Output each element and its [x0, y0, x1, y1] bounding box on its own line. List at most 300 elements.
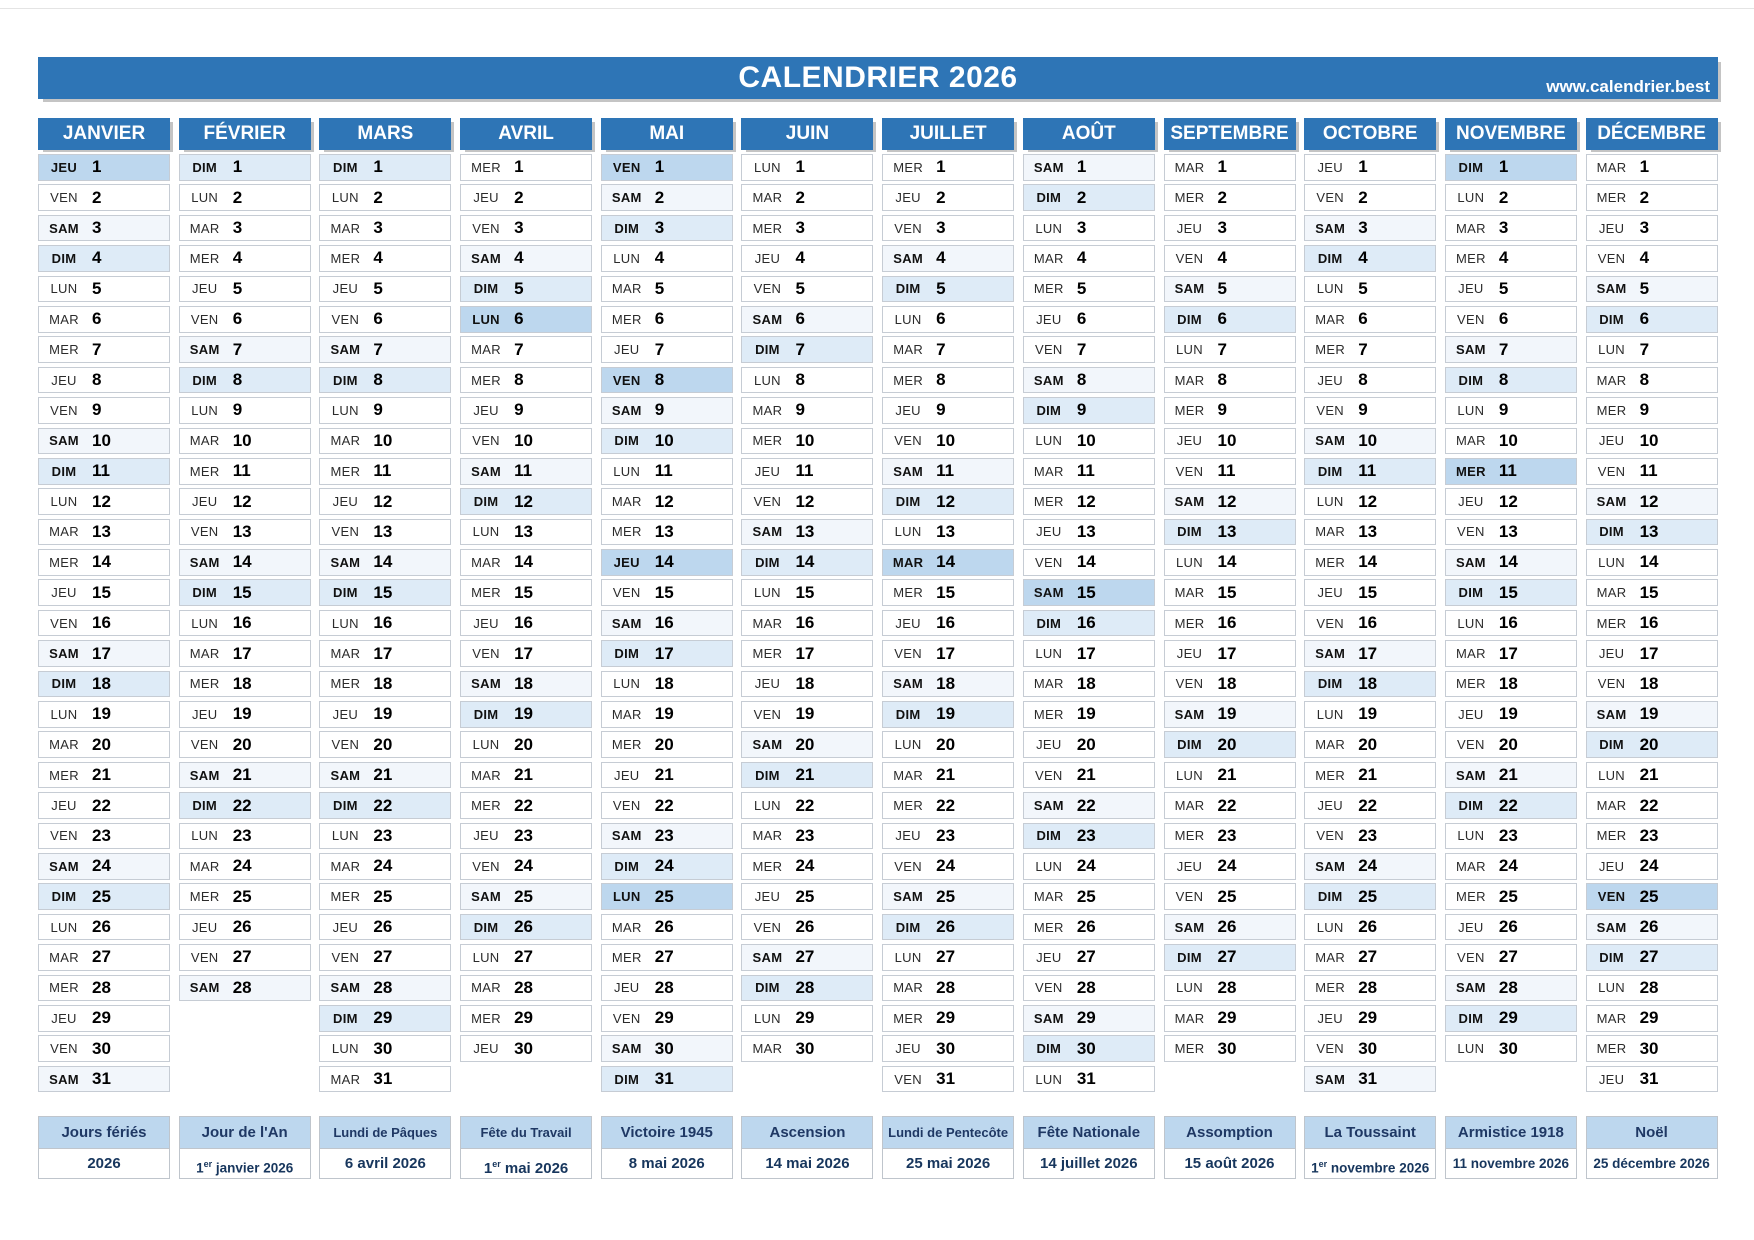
day-number: 5: [654, 278, 665, 298]
day-cell-m12-10: [1586, 428, 1718, 455]
day-name-label: LUN: [753, 159, 781, 175]
day-name-label: VEN: [1597, 676, 1626, 692]
day-cell-m12-26: [1586, 914, 1718, 941]
day-cell-m12-2: [1586, 184, 1718, 211]
day-cell-m5-4: [601, 245, 733, 272]
day-name-label: DIM: [1317, 250, 1343, 266]
day-number: 8: [1498, 370, 1509, 390]
day-name-label: DIM: [614, 433, 640, 449]
day-name-label: SAM: [471, 250, 501, 266]
day-number: 26: [514, 917, 533, 937]
day-number: 14: [936, 552, 956, 572]
day-cell-m11-24: [1445, 853, 1577, 880]
day-name-label: DIM: [1458, 159, 1484, 175]
day-cell-m12-5: [1586, 276, 1718, 303]
day-cell-m1-26: [38, 914, 170, 941]
day-name-label: DIM: [1458, 1010, 1484, 1026]
day-cell-m7-18: [882, 671, 1014, 698]
day-number: 31: [373, 1069, 393, 1089]
day-name-label: MER: [611, 311, 642, 327]
day-name-label: SAM: [1455, 767, 1486, 783]
day-name-label: JEU: [1598, 1071, 1625, 1087]
day-name-label: MER: [1033, 919, 1064, 935]
day-number: 19: [232, 704, 252, 724]
day-number: 30: [373, 1038, 393, 1058]
day-cell-m4-22: [460, 792, 592, 819]
day-cell-m9-29: [1164, 1005, 1296, 1032]
day-name-label: VEN: [894, 220, 922, 236]
month-column-6: [741, 118, 873, 1096]
day-name-label: DIM: [1599, 311, 1624, 327]
day-name-label: VEN: [612, 372, 641, 388]
day-number: 20: [1498, 734, 1518, 754]
day-number: 24: [1217, 856, 1237, 876]
day-number: 4: [1639, 248, 1650, 268]
day-name-label: MAR: [1033, 676, 1064, 692]
day-cell-m4-14: [460, 549, 592, 576]
day-cell-m10-1: [1304, 154, 1436, 181]
day-cell-m4-13: [460, 519, 592, 546]
day-cell-m10-29: [1304, 1005, 1436, 1032]
day-name-label: MAR: [1596, 1010, 1627, 1026]
day-cell-m1-8: [38, 367, 170, 394]
day-name-label: JEU: [895, 1041, 921, 1057]
legend-holiday-date: 25 décembre 2026: [1587, 1148, 1717, 1178]
day-name-label: LUN: [331, 615, 359, 631]
day-number: 13: [936, 521, 956, 541]
day-cell-m8-2: [1023, 184, 1155, 211]
day-number: 21: [1639, 765, 1659, 785]
day-cell-m3-4: [319, 245, 451, 272]
day-number: 8: [373, 370, 383, 390]
day-name-label: SAM: [330, 980, 361, 996]
legend-holiday-name: La Toussaint: [1305, 1117, 1435, 1148]
day-number: 26: [654, 917, 674, 937]
day-name-label: JEU: [895, 402, 921, 418]
day-number: 28: [232, 977, 252, 997]
day-cell-m9-24: [1164, 853, 1296, 880]
day-name-label: LUN: [1035, 1071, 1063, 1087]
day-number: 28: [92, 977, 111, 997]
day-number: 25: [654, 886, 674, 906]
day-cell-m2-15: [179, 579, 311, 606]
day-cell-m1-7: [38, 336, 170, 363]
day-cell-m2-3: [179, 215, 311, 242]
day-number: 21: [514, 765, 533, 785]
legend-holiday-date: 2026: [39, 1148, 169, 1178]
day-cell-m9-1: [1164, 154, 1296, 181]
day-name-label: VEN: [472, 220, 500, 236]
day-number: 24: [373, 856, 393, 876]
day-name-label: LUN: [1457, 615, 1485, 631]
day-cell-m11-17: [1445, 640, 1577, 667]
day-name-label: JEU: [614, 980, 640, 996]
day-number: 7: [1358, 339, 1368, 359]
day-cell-m3-15: [319, 579, 451, 606]
day-name-label: MAR: [1174, 798, 1205, 813]
day-name-label: MAR: [330, 220, 361, 236]
day-name-label: SAM: [1455, 554, 1486, 570]
day-name-label: JEU: [1036, 524, 1062, 540]
day-cell-m6-10: [741, 428, 873, 455]
day-name-label: SAM: [1033, 585, 1064, 601]
legend-holiday-name: Noël: [1587, 1117, 1717, 1148]
day-cell-m8-13: [1023, 519, 1155, 546]
day-number: 19: [1358, 704, 1378, 724]
day-cell-m12-18: [1586, 671, 1718, 698]
day-cell-m2-5: [179, 276, 311, 303]
day-number: 9: [232, 400, 243, 420]
day-number: 22: [1076, 795, 1096, 815]
day-number: 15: [654, 582, 674, 602]
day-cell-m4-19: [460, 701, 592, 728]
day-number: 13: [1498, 521, 1518, 541]
day-name-label: MAR: [752, 402, 783, 418]
day-name-label: SAM: [49, 858, 79, 874]
day-number: 2: [795, 187, 805, 207]
day-cell-m7-23: [882, 823, 1014, 850]
legend-holiday-date: 14 mai 2026: [742, 1148, 872, 1178]
day-cell-m12-19: [1586, 701, 1718, 728]
day-number: 27: [936, 947, 956, 967]
day-cell-m5-29: [601, 1005, 733, 1032]
day-cell-m2-10: [179, 428, 311, 455]
day-cell-m10-31: [1304, 1066, 1436, 1093]
day-number: 12: [1358, 491, 1378, 511]
day-number: 1: [1217, 157, 1227, 177]
day-name-label: JEU: [332, 281, 359, 297]
day-number: 6: [232, 309, 243, 329]
day-number: 19: [1639, 704, 1659, 724]
day-cell-m11-19: [1445, 701, 1577, 728]
day-number: 19: [514, 704, 533, 724]
day-number: 26: [795, 917, 815, 937]
day-cell-m8-30: [1023, 1035, 1155, 1062]
legend-holiday-date: 1er mai 2026: [461, 1148, 591, 1178]
day-cell-m6-30: [741, 1035, 873, 1062]
day-name-label: VEN: [612, 585, 641, 601]
day-name-label: DIM: [1036, 190, 1062, 206]
day-cell-m12-22: [1586, 792, 1718, 819]
day-cell-m8-1: [1023, 154, 1155, 181]
day-cell-m3-17: [319, 640, 451, 667]
day-number: 1: [795, 157, 805, 177]
day-cell-m7-3: [882, 215, 1014, 242]
day-cell-m3-30: [319, 1035, 451, 1062]
day-name-label: VEN: [331, 524, 360, 540]
day-name-label: SAM: [1315, 220, 1346, 236]
day-name-label: LUN: [1316, 919, 1344, 935]
day-name-label: LUN: [1035, 220, 1063, 236]
day-cell-m1-15: [38, 579, 170, 606]
day-cell-m10-16: [1304, 610, 1436, 637]
day-number: 23: [1076, 825, 1096, 845]
day-cell-m4-5: [460, 276, 592, 303]
day-number: 14: [373, 552, 393, 572]
day-number: 16: [92, 613, 111, 633]
day-name-label: JEU: [754, 889, 781, 905]
day-cell-m5-12: [601, 488, 733, 515]
day-name-label: JEU: [1317, 585, 1343, 601]
day-name-label: MER: [189, 463, 220, 479]
legend-item-4: [460, 1116, 592, 1179]
legend-holiday-name: Armistice 1918: [1446, 1117, 1576, 1148]
day-name-label: MER: [49, 342, 79, 358]
day-number: 3: [373, 218, 383, 238]
day-name-label: MAR: [892, 554, 924, 570]
day-name-label: VEN: [1175, 463, 1204, 479]
day-cell-m3-2: [319, 184, 451, 211]
day-cell-m7-31: [882, 1066, 1014, 1093]
day-cell-m8-17: [1023, 640, 1155, 667]
day-cell-m8-19: [1023, 701, 1155, 728]
day-cell-m3-22: [319, 792, 451, 819]
day-number: 9: [1498, 400, 1509, 420]
day-cell-m3-1: [319, 154, 451, 181]
day-cell-m12-31: [1586, 1066, 1718, 1093]
top-divider: [0, 8, 1754, 9]
day-name-label: SAM: [1596, 919, 1627, 935]
day-name-label: MAR: [1596, 585, 1627, 601]
day-name-label: MER: [1596, 615, 1627, 631]
day-name-label: JEU: [1458, 919, 1484, 935]
day-number: 16: [1217, 613, 1237, 633]
day-number: 10: [92, 430, 111, 450]
day-number: 17: [373, 643, 393, 663]
day-cell-m4-2: [460, 184, 592, 211]
day-name-label: DIM: [333, 798, 358, 813]
day-cell-m12-20: [1586, 731, 1718, 758]
day-cell-m11-15: [1445, 579, 1577, 606]
day-name-label: VEN: [612, 798, 641, 813]
day-number: 7: [232, 339, 243, 359]
day-cell-m5-30: [601, 1035, 733, 1062]
day-cell-m5-28: [601, 975, 733, 1002]
day-name-label: VEN: [1316, 1041, 1344, 1057]
day-number: 31: [654, 1069, 674, 1089]
day-cell-m6-3: [741, 215, 873, 242]
day-number: 6: [514, 309, 524, 329]
day-cell-m10-26: [1304, 914, 1436, 941]
day-number: 1: [373, 157, 383, 177]
day-cell-m6-14: [741, 549, 873, 576]
day-number: 11: [1639, 461, 1658, 481]
day-cell-m9-27: [1164, 944, 1296, 971]
day-cell-m8-8: [1023, 367, 1155, 394]
legend-holiday-name: Ascension: [742, 1117, 872, 1148]
day-name-label: VEN: [894, 646, 922, 662]
day-cell-m10-21: [1304, 762, 1436, 789]
day-cell-m11-7: [1445, 336, 1577, 363]
day-cell-m6-11: [741, 458, 873, 485]
day-name-label: MER: [893, 159, 924, 175]
day-number: 21: [795, 765, 815, 785]
day-name-label: MAR: [611, 919, 642, 935]
day-number: 13: [1217, 521, 1237, 541]
day-number: 11: [795, 461, 814, 481]
day-cell-m9-25: [1164, 883, 1296, 910]
day-number: 6: [92, 309, 102, 329]
day-cell-m3-10: [319, 428, 451, 455]
day-number: 4: [1217, 248, 1227, 268]
day-cell-m1-18: [38, 671, 170, 698]
day-name-label: VEN: [50, 828, 78, 844]
day-cell-m7-5: [882, 276, 1014, 303]
legend-item-9: [1164, 1116, 1296, 1179]
day-number: 27: [373, 947, 393, 967]
day-name-label: MER: [471, 585, 501, 601]
day-name-label: JEU: [1317, 1010, 1343, 1026]
day-number: 5: [232, 278, 243, 298]
day-cell-m7-6: [882, 306, 1014, 333]
day-number: 10: [654, 430, 674, 450]
day-name-label: MER: [611, 737, 642, 753]
day-number: 27: [1639, 947, 1659, 967]
day-number: 12: [92, 491, 111, 511]
day-number: 3: [936, 218, 946, 238]
day-number: 4: [1358, 248, 1368, 268]
day-name-label: SAM: [1455, 980, 1486, 996]
day-number: 13: [514, 521, 533, 541]
day-number: 11: [1358, 461, 1377, 481]
legend-holiday-date: 15 août 2026: [1165, 1148, 1295, 1178]
month-header-7: JUILLET: [882, 118, 1014, 150]
day-number: 9: [514, 400, 524, 420]
day-name-label: MAR: [611, 281, 642, 297]
day-name-label: MER: [471, 159, 501, 175]
day-name-label: JEU: [51, 372, 77, 388]
day-cell-m6-24: [741, 853, 873, 880]
day-name-label: DIM: [333, 585, 358, 601]
day-number: 14: [232, 552, 252, 572]
day-number: 24: [92, 856, 111, 876]
day-number: 16: [795, 613, 815, 633]
day-name-label: MER: [471, 1010, 501, 1026]
day-number: 21: [1076, 765, 1096, 785]
day-name-label: DIM: [755, 980, 780, 996]
day-number: 15: [514, 582, 533, 602]
day-name-label: SAM: [611, 828, 642, 844]
day-number: 22: [232, 795, 252, 815]
day-cell-m3-26: [319, 914, 451, 941]
day-number: 11: [1498, 461, 1517, 481]
day-name-label: VEN: [1175, 889, 1204, 905]
day-name-label: JEU: [1317, 159, 1343, 175]
day-cell-m7-28: [882, 975, 1014, 1002]
day-name-label: DIM: [333, 372, 358, 388]
day-cell-m1-10: [38, 428, 170, 455]
day-cell-m5-5: [601, 276, 733, 303]
day-number: 1: [654, 157, 665, 177]
day-number: 17: [92, 643, 111, 663]
day-number: 22: [936, 795, 956, 815]
legend-holiday-date: 8 mai 2026: [602, 1148, 732, 1178]
day-cell-m2-16: [179, 610, 311, 637]
day-name-label: MER: [1315, 980, 1346, 996]
day-number: 3: [795, 218, 805, 238]
day-cell-m10-10: [1304, 428, 1436, 455]
day-number: 26: [92, 917, 111, 937]
day-cell-m8-14: [1023, 549, 1155, 576]
day-number: 17: [654, 643, 674, 663]
day-name-label: SAM: [611, 190, 642, 206]
day-cell-m3-31: [319, 1066, 451, 1093]
day-name-label: MER: [330, 463, 361, 479]
day-name-label: MER: [893, 585, 924, 601]
day-name-label: VEN: [612, 1010, 641, 1026]
day-number: 16: [514, 613, 533, 633]
day-cell-m10-23: [1304, 823, 1436, 850]
day-name-label: LUN: [1316, 281, 1344, 297]
day-cell-m8-20: [1023, 731, 1155, 758]
day-number: 6: [1358, 309, 1368, 329]
day-cell-m8-26: [1023, 914, 1155, 941]
day-number: 31: [936, 1069, 956, 1089]
day-number: 27: [1076, 947, 1096, 967]
day-cell-m8-9: [1023, 397, 1155, 424]
day-name-label: VEN: [50, 190, 78, 206]
month-column-12: [1586, 118, 1718, 1096]
day-number: 29: [936, 1008, 956, 1028]
day-name-label: LUN: [191, 402, 219, 418]
website-link[interactable]: www.calendrier.best: [1546, 77, 1710, 96]
month-header-2: FÉVRIER: [179, 118, 311, 150]
day-name-label: MAR: [752, 828, 783, 844]
day-cell-m2-25: [179, 883, 311, 910]
day-cell-m12-28: [1586, 975, 1718, 1002]
day-cell-m10-14: [1304, 549, 1436, 576]
day-cell-m11-1: [1445, 154, 1577, 181]
day-number: 11: [1076, 461, 1095, 481]
day-cell-m2-17: [179, 640, 311, 667]
day-name-label: JEU: [191, 706, 218, 722]
day-number: 27: [654, 947, 674, 967]
day-number: 21: [232, 765, 252, 785]
day-cell-m1-14: [38, 549, 170, 576]
day-cell-m12-14: [1586, 549, 1718, 576]
day-name-label: JEU: [191, 281, 218, 297]
day-name-label: JEU: [1598, 220, 1625, 236]
day-number: 14: [795, 552, 815, 572]
day-cell-m1-5: [38, 276, 170, 303]
day-cell-m6-25: [741, 883, 873, 910]
day-cell-m10-24: [1304, 853, 1436, 880]
day-name-label: MAR: [189, 858, 220, 874]
day-cell-m5-25: [601, 883, 733, 910]
day-number: 23: [1498, 825, 1518, 845]
day-number: 25: [1639, 886, 1659, 906]
day-name-label: VEN: [1316, 828, 1344, 844]
day-cell-m11-14: [1445, 549, 1577, 576]
day-cell-m2-19: [179, 701, 311, 728]
day-name-label: MER: [1174, 828, 1205, 844]
day-cell-m2-2: [179, 184, 311, 211]
day-cell-m12-1: [1586, 154, 1718, 181]
day-name-label: MER: [189, 676, 220, 692]
day-cell-m11-3: [1445, 215, 1577, 242]
day-name-label: MAR: [1315, 311, 1346, 327]
day-number: 30: [936, 1038, 956, 1058]
day-cell-m11-22: [1445, 792, 1577, 819]
day-cell-m1-11: [38, 458, 170, 485]
legend-holiday-name: Lundi de Pentecôte: [883, 1117, 1013, 1148]
day-number: 21: [1498, 765, 1518, 785]
day-cell-m8-15: [1023, 579, 1155, 606]
day-name-label: SAM: [1174, 281, 1205, 297]
day-number: 15: [1076, 582, 1096, 602]
day-number: 2: [1076, 187, 1087, 207]
day-number: 16: [1498, 613, 1518, 633]
